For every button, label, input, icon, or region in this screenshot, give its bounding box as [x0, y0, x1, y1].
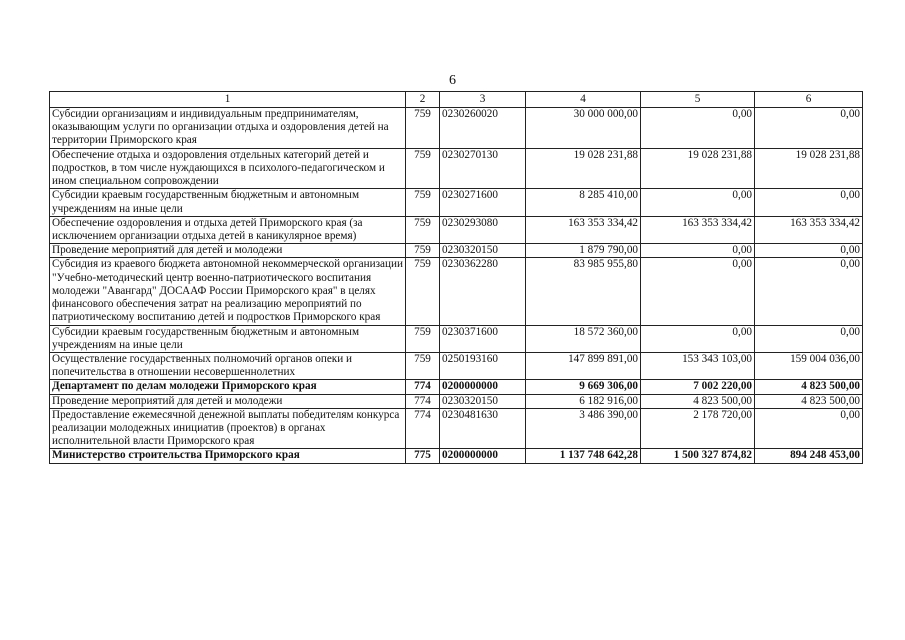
- row-value-col6: 894 248 453,00: [755, 449, 863, 463]
- row-value-col6: 0,00: [755, 325, 863, 352]
- row-target-code: 0200000000: [440, 380, 526, 394]
- table-row: [50, 325, 863, 352]
- row-value-col4: 83 985 955,80: [526, 258, 641, 325]
- row-value-col6: 19 028 231,88: [755, 148, 863, 189]
- row-value-col6: 0,00: [755, 408, 863, 449]
- row-target-code: 0230481630: [440, 408, 526, 449]
- row-ved-code: 759: [406, 216, 440, 243]
- row-ved-code: 759: [406, 244, 440, 258]
- row-value-col5: 2 178 720,00: [641, 408, 755, 449]
- row-description: Проведение мероприятий для детей и молодежи: [50, 244, 406, 258]
- row-target-code: 0230320150: [440, 394, 526, 408]
- row-target-code: 0230362280: [440, 258, 526, 325]
- table-row: [50, 352, 863, 379]
- budget-table: [49, 91, 863, 464]
- row-target-code: 0230271600: [440, 189, 526, 216]
- row-target-code: 0230320150: [440, 244, 526, 258]
- row-value-col6: 0,00: [755, 258, 863, 325]
- row-value-col5: 7 002 220,00: [641, 380, 755, 394]
- row-value-col5: 163 353 334,42: [641, 216, 755, 243]
- row-value-col5: 0,00: [641, 325, 755, 352]
- row-value-col6: 4 823 500,00: [755, 394, 863, 408]
- row-description: Проведение мероприятий для детей и молодежи: [50, 394, 406, 408]
- row-value-col5: 153 343 103,00: [641, 352, 755, 379]
- row-value-col6: 0,00: [755, 189, 863, 216]
- row-ved-code: 774: [406, 380, 440, 394]
- row-value-col4: 147 899 891,00: [526, 352, 641, 379]
- table-header-row: [50, 92, 863, 108]
- row-ved-code: 759: [406, 352, 440, 379]
- row-ved-code: 759: [406, 189, 440, 216]
- row-ved-code: 774: [406, 394, 440, 408]
- table-body: [50, 108, 863, 464]
- row-ved-code: 774: [406, 408, 440, 449]
- row-ved-code: 759: [406, 258, 440, 325]
- row-value-col4: 6 182 916,00: [526, 394, 641, 408]
- row-value-col6: 0,00: [755, 108, 863, 149]
- row-description: Субсидии краевым государственным бюджетным и автономным учреждениям на иные цели: [50, 189, 406, 216]
- col-header-5: 5: [641, 92, 755, 108]
- table-row: [50, 394, 863, 408]
- table-row: [50, 189, 863, 216]
- row-description: Субсидии организациям и индивидуальным предпринимателям, оказывающим услуги по организации отдыха и оздоровления детей на территории Приморского края: [50, 108, 406, 149]
- row-value-col5: 0,00: [641, 244, 755, 258]
- row-value-col4: 30 000 000,00: [526, 108, 641, 149]
- row-description: Субсидия из краевого бюджета автономной некоммерческой организации "Учебно-методический центр военно-патриотического воспитания молодежи "Авангард" ДОСААФ России Приморского края" в целях финансового обеспечения затрат на реализацию мероприятий по патриотическому воспитанию детей и подростков Приморского края: [50, 258, 406, 325]
- col-header-6: 6: [755, 92, 863, 108]
- row-target-code: 0250193160: [440, 352, 526, 379]
- row-description: Министерство строительства Приморского края: [50, 449, 406, 463]
- row-ved-code: 759: [406, 148, 440, 189]
- table-row: [50, 449, 863, 463]
- row-value-col5: 19 028 231,88: [641, 148, 755, 189]
- row-value-col4: 9 669 306,00: [526, 380, 641, 394]
- row-value-col4: 3 486 390,00: [526, 408, 641, 449]
- row-value-col6: 0,00: [755, 244, 863, 258]
- row-target-code: 0230371600: [440, 325, 526, 352]
- row-value-col4: 18 572 360,00: [526, 325, 641, 352]
- row-value-col6: 163 353 334,42: [755, 216, 863, 243]
- row-ved-code: 759: [406, 108, 440, 149]
- row-value-col4: 1 137 748 642,28: [526, 449, 641, 463]
- table-row: [50, 108, 863, 149]
- row-value-col4: 8 285 410,00: [526, 189, 641, 216]
- row-description: Департамент по делам молодежи Приморского края: [50, 380, 406, 394]
- table-row: [50, 244, 863, 258]
- row-value-col5: 0,00: [641, 258, 755, 325]
- col-header-1: 1: [50, 92, 406, 108]
- row-description: Обеспечение оздоровления и отдыха детей Приморского края (за исключением организации отдыха детей в каникулярное время): [50, 216, 406, 243]
- table-row: [50, 216, 863, 243]
- table-row: [50, 408, 863, 449]
- row-description: Осуществление государственных полномочий органов опеки и попечительства в отношении несовершеннолетних: [50, 352, 406, 379]
- row-target-code: 0230270130: [440, 148, 526, 189]
- table-row: [50, 380, 863, 394]
- row-ved-code: 759: [406, 325, 440, 352]
- row-value-col6: 159 004 036,00: [755, 352, 863, 379]
- row-value-col5: 1 500 327 874,82: [641, 449, 755, 463]
- page-number: 6: [449, 73, 456, 88]
- row-ved-code: 775: [406, 449, 440, 463]
- col-header-2: 2: [406, 92, 440, 108]
- row-value-col5: 0,00: [641, 189, 755, 216]
- row-value-col5: 4 823 500,00: [641, 394, 755, 408]
- row-value-col4: 163 353 334,42: [526, 216, 641, 243]
- table-row: [50, 258, 863, 325]
- row-value-col5: 0,00: [641, 108, 755, 149]
- table-row: [50, 148, 863, 189]
- row-value-col4: 1 879 790,00: [526, 244, 641, 258]
- row-target-code: 0230293080: [440, 216, 526, 243]
- row-target-code: 0230260020: [440, 108, 526, 149]
- row-description: Предоставление ежемесячной денежной выплаты победителям конкурса реализации молодежных инициатив (проектов) в органах исполнительной власти Приморского края: [50, 408, 406, 449]
- col-header-3: 3: [440, 92, 526, 108]
- row-target-code: 0200000000: [440, 449, 526, 463]
- col-header-4: 4: [526, 92, 641, 108]
- row-value-col6: 4 823 500,00: [755, 380, 863, 394]
- row-description: Субсидии краевым государственным бюджетным и автономным учреждениям на иные цели: [50, 325, 406, 352]
- row-value-col4: 19 028 231,88: [526, 148, 641, 189]
- row-description: Обеспечение отдыха и оздоровления отдельных категорий детей и подростков, в том числе нуждающихся в психолого-педагогическом и ином специальном сопровождении: [50, 148, 406, 189]
